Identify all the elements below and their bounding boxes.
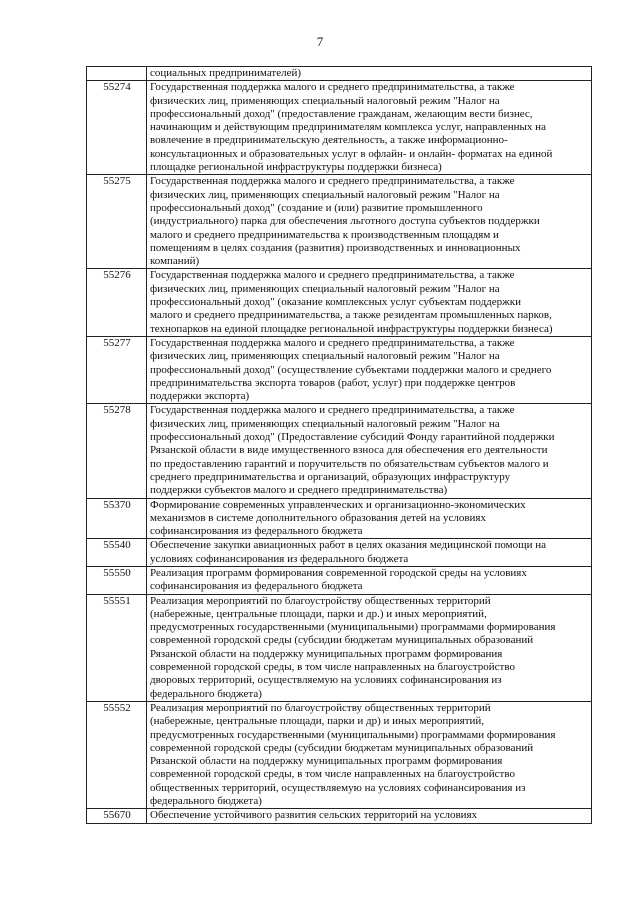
table-row [87, 67, 592, 81]
description-cell: Государственная поддержка малого и среднего предпринимательства, а также физических лиц, применяющих специальный налоговый режим "Налог на профессиональный доход" (Предоставление субсидий Фонду гарантийной поддержки Рязанской области в виде имущественного взноса для обеспечения его деятельности по предоставлению гарантий и поручительств по обязательствам субъектов малого и среднего предпринимательства и организаций, образующих инфраструктуру поддержки субъектов малого и среднего предпринимательства) [147, 404, 592, 498]
table-row [87, 498, 592, 539]
table-row [87, 404, 592, 498]
code-cell: 55552 [87, 701, 147, 808]
description-cell: Реализация программ формирования современной городской среды на условиях софинансирования из федерального бюджета [147, 566, 592, 594]
table-row [87, 566, 592, 594]
table-row [87, 175, 592, 269]
code-cell: 55670 [87, 809, 147, 823]
description-cell: Государственная поддержка малого и среднего предпринимательства, а также физических лиц, применяющих специальный налоговый режим "Налог на профессиональный доход" (создание и (или) развитие промышленного (индустриального) парка для обеспечения льготного доступа субъектов поддержки малого и среднего предпринимательства к производственным площадям и помещениям в целях создания (развития) производственных и инновационных компаний) [147, 175, 592, 269]
code-cell: 55274 [87, 81, 147, 175]
table-row [87, 81, 592, 175]
description-cell: Государственная поддержка малого и среднего предпринимательства, а также физических лиц, применяющих специальный налоговый режим "Налог на профессиональный доход" (оказание комплексных услуг субъектам поддержки малого и среднего предпринимательства, а также резидентам промышленных парков, технопарков на единой площадке региональной инфраструктуры поддержки бизнеса) [147, 269, 592, 336]
code-cell: 55370 [87, 498, 147, 539]
code-cell: 55277 [87, 336, 147, 403]
code-cell: 55551 [87, 594, 147, 701]
table-row [87, 336, 592, 403]
description-cell: Государственная поддержка малого и среднего предпринимательства, а также физических лиц, применяющих специальный налоговый режим "Налог на профессиональный доход" (предоставление гражданам, желающим вести бизнес, начинающим и действующим предпринимателям комплекса услуг, направленных на вовлечение в предпринимательскую деятельность, а также информационно- консультационных и образовательных услуг в офлайн- и онлайн- форматах на единой площадке региональной инфраструктуры поддержки бизнеса) [147, 81, 592, 175]
table-row [87, 539, 592, 567]
table-row [87, 269, 592, 336]
description-cell: Обеспечение закупки авиационных работ в целях оказания медицинской помощи на условиях софинансирования из федерального бюджета [147, 539, 592, 567]
budget-codes-table [86, 66, 592, 824]
description-cell: Реализация мероприятий по благоустройству общественных территорий (набережные, центральные площади, парки и др.) и иных мероприятий, предусмотренных государственными (муниципальными) программами формирования современной городской среды (субсидии бюджетам муниципальных образований Рязанской области на поддержку муниципальных программ формирования современной городской среды, в том числе направленных на благоустройство дворовых территорий, осуществляемую на условиях софинансирования из федерального бюджета) [147, 594, 592, 701]
code-cell: 55550 [87, 566, 147, 594]
description-cell: социальных предпринимателей) [147, 67, 592, 81]
page-number: 7 [316, 34, 324, 49]
code-cell: 55276 [87, 269, 147, 336]
table-row [87, 701, 592, 808]
code-cell: 55278 [87, 404, 147, 498]
description-cell: Государственная поддержка малого и среднего предпринимательства, а также физических лиц, применяющих специальный налоговый режим "Налог на профессиональный доход" (осуществление субъектами поддержки малого и среднего предпринимательства экспорта товаров (работ, услуг) при поддержке центров поддержки экспорта) [147, 336, 592, 403]
description-cell: Реализация мероприятий по благоустройству общественных территорий (набережные, центральные площади, парки и др) и иных мероприятий, предусмотренных государственными (муниципальными) программами формирования современной городской среды (субсидии бюджетам муниципальных образований Рязанской области на поддержку муниципальных программ формирования современной городской среды, в том числе направленных на благоустройство общественных территорий, осуществляемую на условиях софинансирования из федерального бюджета) [147, 701, 592, 808]
description-cell: Формирование современных управленческих и организационно-экономических механизмов в системе дополнительного образования детей на условиях софинансирования из федерального бюджета [147, 498, 592, 539]
table-row [87, 594, 592, 701]
code-cell [87, 67, 147, 81]
code-cell: 55540 [87, 539, 147, 567]
table-row [87, 809, 592, 823]
description-cell: Обеспечение устойчивого развития сельских территорий на условиях [147, 809, 592, 823]
code-cell: 55275 [87, 175, 147, 269]
